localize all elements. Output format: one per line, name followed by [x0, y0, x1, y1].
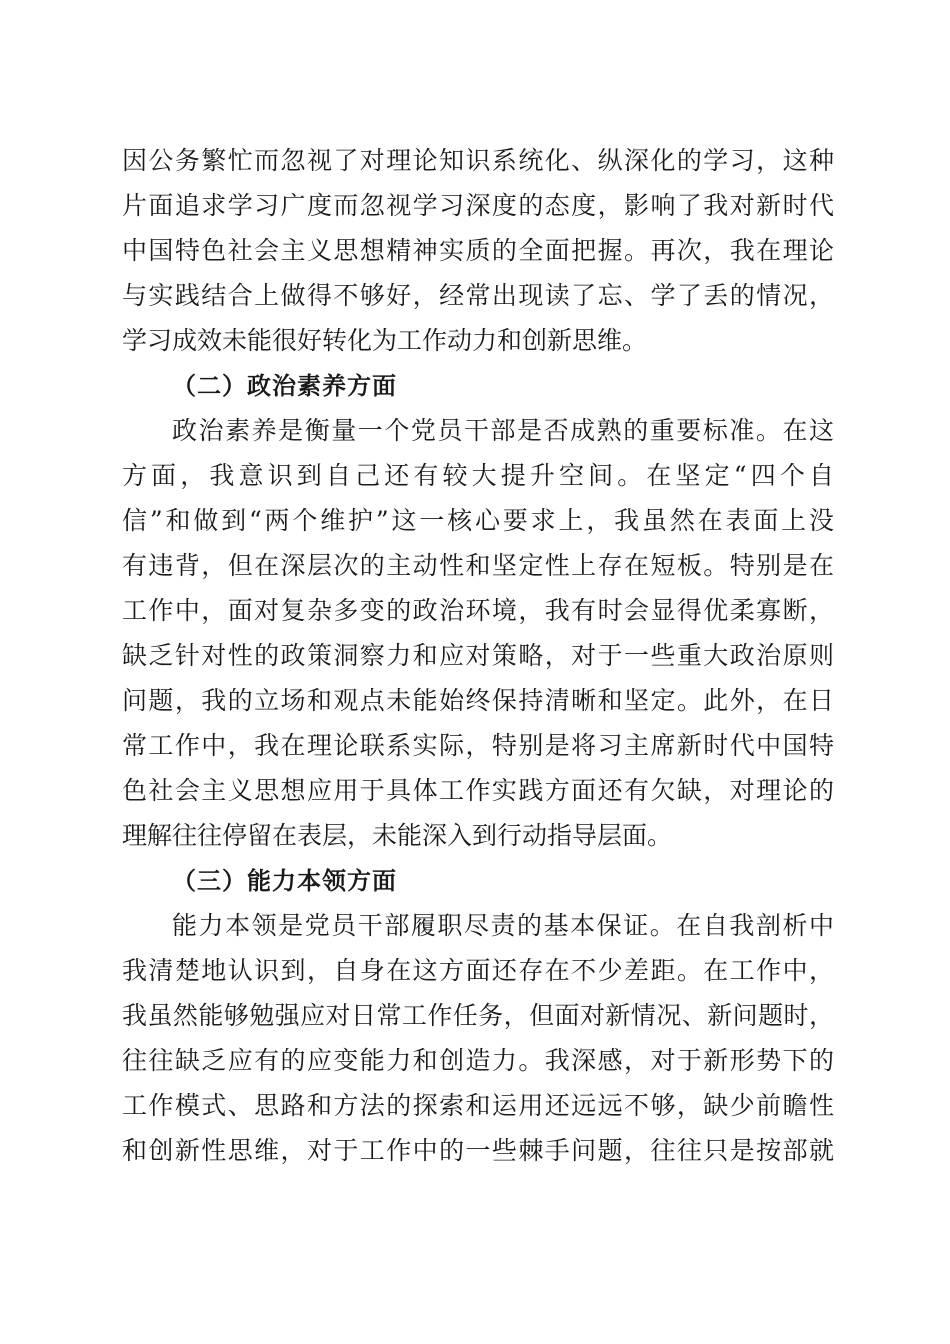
text-line: 色社会主义思想应用于具体工作实践方面还有欠缺，对理论的 — [122, 776, 834, 805]
text-line: 理解往往停留在表层，未能深入到行动指导层面。 — [122, 821, 673, 850]
text-line: 学习成效未能很好转化为工作动力和创新思维。 — [122, 326, 648, 355]
section-heading-political: （二）政治素养方面 — [172, 371, 397, 400]
text-line: 中国特色社会主义思想精神实质的全面把握。再次，我在理论 — [122, 236, 834, 265]
text-line: 政治素养是衡量一个党员干部是否成熟的重要标准。在这 — [172, 416, 834, 445]
section-heading-ability: （三）能力本领方面 — [172, 866, 397, 895]
text-line: 我清楚地认识到，自身在这方面还存在不少差距。在工作中， — [122, 956, 834, 985]
document-body — [122, 138, 834, 1173]
text-line: 我虽然能够勉强应对日常工作任务，但面对新情况、新问题时， — [122, 1001, 834, 1030]
text-line: 缺乏针对性的政策洞察力和应对策略，对于一些重大政治原则 — [122, 641, 834, 670]
text-line: 常工作中，我在理论联系实际，特别是将习主席新时代中国特 — [122, 731, 834, 760]
text-line: 有违背，但在深层次的主动性和坚定性上存在短板。特别是在 — [122, 551, 834, 580]
text-line: 能力本领是党员干部履职尽责的基本保证。在自我剖析中 — [172, 911, 834, 940]
text-line: 方面，我意识到自己还有较大提升空间。在坚定“四个自 — [122, 461, 834, 490]
text-line: 信”和做到“两个维护”这一核心要求上，我虽然在表面上没 — [122, 506, 834, 535]
text-line: 工作中，面对复杂多变的政治环境，我有时会显得优柔寡断， — [122, 596, 834, 625]
text-line: 问题，我的立场和观点未能始终保持清晰和坚定。此外，在日 — [122, 686, 834, 715]
text-line: 工作模式、思路和方法的探索和运用还远远不够，缺少前瞻性 — [122, 1091, 834, 1120]
text-line: 片面追求学习广度而忽视学习深度的态度，影响了我对新时代 — [122, 191, 834, 220]
text-line: 和创新性思维，对于工作中的一些棘手问题，往往只是按部就 — [122, 1136, 834, 1165]
text-line: 与实践结合上做得不够好，经常出现读了忘、学了丢的情况， — [122, 281, 834, 310]
text-line: 往往缺乏应有的应变能力和创造力。我深感，对于新形势下的 — [122, 1046, 834, 1075]
text-line: 因公务繁忙而忽视了对理论知识系统化、纵深化的学习，这种 — [122, 146, 834, 175]
